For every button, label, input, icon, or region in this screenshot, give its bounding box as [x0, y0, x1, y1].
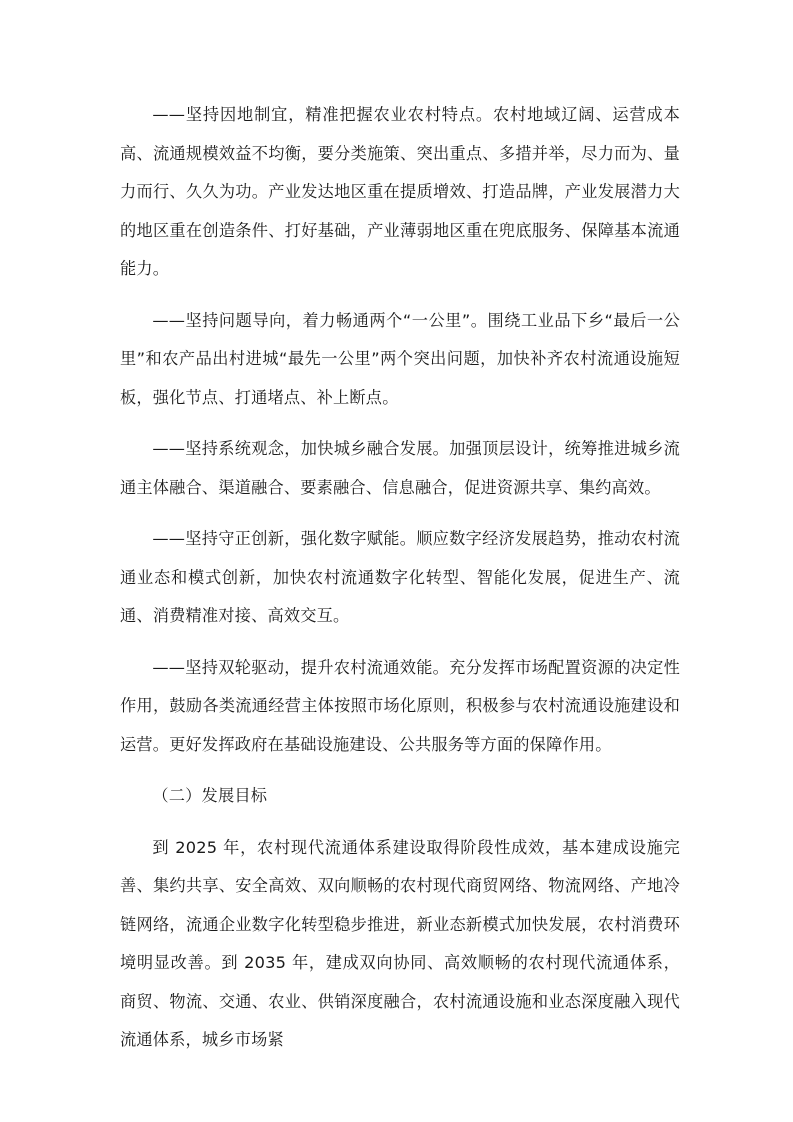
section-heading: （二）发展目标: [152, 786, 268, 805]
principle-paragraph-1: ——坚持因地制宜，精准把握农业农村特点。农村地域辽阔、运营成本高、流通规模效益不均衡，要分类施策、突出重点、多措并举，尽力而为、量力而行、久久为功。产业发达地区重在提质增效、打造品牌，产业发展潜力大的地区重在创造条件、打好基础，产业薄弱地区重在兜底服务、保障基本流通能力。: [120, 105, 680, 278]
principle-paragraph-2: ——坚持问题导向，着力畅通两个“一公里”。围绕工业品下乡“最后一公里”和农产品出村进城“最先一公里”两个突出问题，加快补齐农村流通设施短板，强化节点、打通堵点、补上断点。: [120, 310, 680, 407]
principle-paragraph-4: ——坚持守正创新，强化数字赋能。顺应数字经济发展趋势，推动农村流通业态和模式创新，加快农村流通数字化转型、智能化发展，促进生产、流通、消费精准对接、高效交互。: [120, 529, 680, 625]
principle-paragraph-3: ——坚持系统观念，加快城乡融合发展。加强顶层设计，统筹推进城乡流通主体融合、渠道融合、要素融合、信息融合，促进资源共享、集约高效。: [120, 439, 680, 497]
document-body: [120, 96, 680, 1073]
principle-paragraph-5: ——坚持双轮驱动，提升农村流通效能。充分发挥市场配置资源的决定性作用，鼓励各类流通经营主体按照市场化原则，积极参与农村流通设施建设和运营。更好发挥政府在基础设施建设、公共服务等方面的保障作用。: [120, 657, 680, 754]
goal-paragraph: 到 2025 年，农村现代流通体系建设取得阶段性成效，基本建成设施完善、集约共享、安全高效、双向顺畅的农村现代商贸网络、物流网络、产地冷链网络，流通企业数字化转型稳步推进，新业态新模式加快发展，农村消费环境明显改善。到 2035 年，建成双向协同、高效顺畅的农村现代流通体系，商贸、物流、交通、农业、供销深度融合，农村流通设施和业态深度融入现代流通体系，城乡市场紧: [120, 837, 680, 1049]
